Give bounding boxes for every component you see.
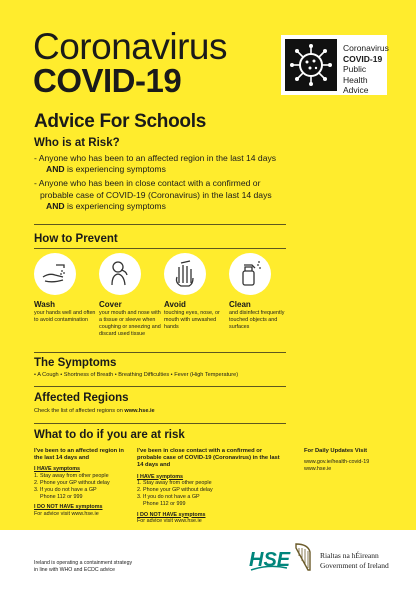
updates-link-hse[interactable]: www.hse.ie xyxy=(304,466,332,472)
footer-note: Ireland is operating a containment strategy in line with WHO and ECDC advice xyxy=(34,560,133,573)
updates-link[interactable]: www.gov.ie/health-covid-19 xyxy=(304,459,370,466)
prevent-heading: How to Prevent xyxy=(34,233,118,245)
divider xyxy=(34,224,286,225)
regions-text: Check the list of affected regions on www.hse.ie xyxy=(34,408,155,414)
virus-icon xyxy=(285,39,337,91)
divider xyxy=(34,352,286,353)
title-coronavirus: Coronavirus xyxy=(33,26,227,67)
prevent-desc-clean: and disinfect frequently touched objects and surfaces xyxy=(229,310,285,330)
divider xyxy=(34,386,286,387)
cough-icon xyxy=(99,253,141,295)
prevent-title-wash: Wash xyxy=(34,300,56,309)
hse-logo xyxy=(247,541,291,580)
title-covid: COVID-19 xyxy=(33,62,182,99)
gov-ireland-logo: Rialtas na hÉireann Government of Ireland xyxy=(320,551,389,570)
symptoms-heading: The Symptoms xyxy=(34,357,117,369)
prevent-desc-cover: your mouth and nose with a tissue or sleeve when coughing or sneezing and discard used tissue xyxy=(99,310,161,337)
atrisk-heading: What to do if you are at risk xyxy=(34,429,185,441)
prevent-title-clean: Clean xyxy=(229,300,251,309)
divider xyxy=(34,423,286,424)
svg-text:HSE: HSE xyxy=(249,549,291,571)
risk-item: - Anyone who has been to an affected region in the last 14 days AND is experiencing symptoms xyxy=(34,153,277,175)
risk-heading: Who is at Risk? xyxy=(34,137,120,149)
prevent-desc-avoid: touching eyes, nose, or mouth with unwashed hands xyxy=(164,310,220,330)
atrisk-col-close-contact: I've been in close contact with a confirmed or probable case of COVID-19 (Coronavirus) in the last 14 days and I HAVE symptoms 1. Stay away from other people 2. Phone your GP without delay 3. If you do not have a GP Phone 112 or 999 I DO NOT HAVE symptoms For advice visit www.hse.ie xyxy=(137,448,280,525)
atrisk-col-updates: For Daily Updates Visit www.gov.ie/health-covid-19 www.hse.ie xyxy=(304,448,404,473)
hand-wash-icon xyxy=(34,253,76,295)
symptoms-list: • A Cough • Shortness of Breath • Breathing Difficulties • Fever (High Temperature) xyxy=(34,372,239,378)
subtitle: Advice For Schools xyxy=(34,111,206,132)
public-health-badge xyxy=(281,35,387,95)
regions-link[interactable]: www.hse.ie xyxy=(124,408,155,414)
harp-icon xyxy=(292,540,314,579)
prevent-title-avoid: Avoid xyxy=(164,300,186,309)
divider xyxy=(34,248,286,249)
badge-text: Coronavirus COVID-19 Public Health Advice xyxy=(343,43,389,95)
prevent-desc-wash: your hands well and often to avoid contamination xyxy=(34,310,96,323)
atrisk-col-affected-region: I've been to an affected region in the last 14 days and I HAVE symptoms 1. Stay away from other people 2. Phone your GP without delay 3. If you do not have a GP Phone 112 or 999 I DO NOT HAVE symptoms For advice visit www.hse.ie xyxy=(34,448,124,518)
risk-item: - Anyone who has been in close contact with a confirmed or probable case of COVID-19 (Coronavirus) in the last 14 days AND is experiencing symptoms xyxy=(34,178,272,211)
regions-heading: Affected Regions xyxy=(34,392,129,404)
raised-hand-icon xyxy=(164,253,206,295)
risk-list xyxy=(34,153,294,215)
spray-bottle-icon xyxy=(229,253,271,295)
prevent-title-cover: Cover xyxy=(99,300,122,309)
